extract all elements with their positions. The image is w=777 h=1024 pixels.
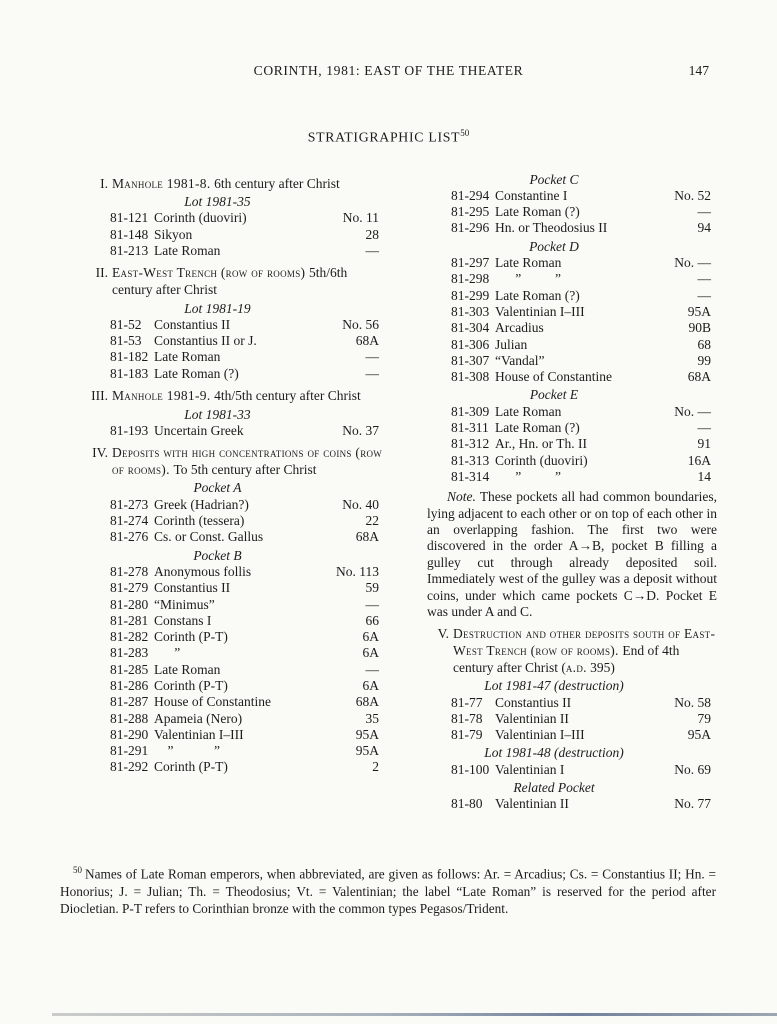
entry-desc: Constans I [154,612,212,628]
entry-desc: “Vandal” [495,352,545,368]
entry-no: No. 58 [674,694,711,710]
entry-no: No. — [674,403,711,419]
entry-id: 81-100 [451,761,490,777]
entry-row [86,645,385,661]
entry-no: 95A [687,303,711,319]
footnote [60,862,716,917]
entry-desc: Late Roman [495,255,562,271]
section-heading [86,445,385,478]
entry-id: 81-309 [451,403,490,419]
entry-desc: ” [154,645,181,661]
entry-row [427,271,717,287]
entry-no: No. 52 [674,187,711,203]
entry-id: 81-294 [451,187,490,203]
footnote-text: Names of Late Roman emperors, when abbreviated, are given as follows: Ar. = Arcadius; Cs. = Constantius II; Hn. = Honorius; J. = Julian; Th. = Theodosius; Vt. = Valentinian; the label “Late Roman” is reserved for the period after Diocletian. P-T refers to Corinthian bronze with the common types Pegasos/Trident. [60,866,716,916]
entry-row [86,349,385,365]
entry-row [427,288,717,304]
entry-no: — [697,271,711,287]
section-heading-text: End of 4th century after Christ ( [453,643,680,675]
entry-no: 68A [355,694,379,710]
entry-row [427,337,717,353]
entry-no: 59 [365,580,379,596]
entry-row [427,255,717,271]
entry-id: 81-79 [451,727,483,743]
entry-no: 68 [697,336,711,352]
article-title: STRATIGRAPHIC LIST [307,129,461,145]
entry-desc: Corinth (P-T) [154,759,228,775]
section-heading [86,265,385,298]
entry-id: 81-278 [110,563,149,579]
entry-id: 81-53 [110,333,142,349]
entry-no: 14 [697,468,711,484]
note-lead: Note. [447,489,476,505]
running-header-title: CORINTH, 1981: EAST OF THE THEATER [253,63,524,78]
entry-no: No. 11 [342,210,379,226]
entry-row [86,529,385,545]
entry-row [86,243,385,259]
entry-id: 81-308 [451,369,490,385]
section-heading-text: 395) [586,659,615,675]
entry-no: — [365,349,379,365]
entry-no: 90B [688,320,711,336]
entry-desc: House of Constantine [495,369,612,385]
entry-id: 81-290 [110,726,149,742]
entry-desc: Julian [495,336,528,352]
entry-no: No. — [674,255,711,271]
entry-desc: Valentinian I [495,761,565,777]
entry-id: 81-281 [110,612,149,628]
entry-id: 81-280 [110,596,149,612]
section-heading-text: Destruction and other deposits south of East-West Trench (row of rooms). [453,626,716,659]
entry-id: 81-287 [110,694,149,710]
entry-desc: ” ” [495,271,561,287]
entry-id: 81-306 [451,336,490,352]
entry-desc: Valentinian I–III [154,726,244,742]
entry-no: 28 [365,226,379,242]
entry-row [427,204,717,220]
entry-no: 6A [362,677,379,693]
article-title-line [0,125,777,146]
entry-no: 35 [365,710,379,726]
entry-desc: Late Roman [154,349,221,365]
entry-row [427,695,717,711]
entry-no: 6A [362,629,379,645]
entry-no: — [365,365,379,381]
entry-row [427,711,717,727]
section-numeral: V. [437,626,449,642]
entry-row [86,497,385,513]
section-heading-text: 4th/5th century after Christ [214,388,361,404]
section-heading [427,626,717,676]
entry-row [427,188,717,204]
entry-id: 81-273 [110,496,149,512]
entry-id: 81-80 [451,796,483,812]
entry-no: — [365,661,379,677]
entry-id: 81-295 [451,204,490,220]
note-text: These pockets all had common boundaries, lying adjacent to each other or on top of each other in an overlapping fashion. The first two were discovered in the order A→B, pocket B filling a gulley cut through already deposited soil. Immediately west of the gulley was a deposit without coins, under which came pockets C→D. Pocket E was under A and C. [427,489,717,620]
entry-desc: Late Roman (?) [495,420,580,436]
section-numeral: III. [91,388,108,404]
entry-row [86,727,385,743]
entry-row [86,711,385,727]
entry-desc: Corinth (P-T) [154,629,228,645]
entry-row [86,694,385,710]
entry-id: 81-312 [451,436,490,452]
entry-id: 81-78 [451,710,483,726]
entry-id: 81-282 [110,629,149,645]
entry-row [86,629,385,645]
entry-no: No. 77 [674,796,711,812]
entry-desc: House of Constantine [154,694,271,710]
entry-row [86,227,385,243]
entry-row [86,210,385,226]
entry-id: 81-148 [110,226,149,242]
entry-row [86,333,385,349]
entry-id: 81-307 [451,352,490,368]
section-numeral: I. [100,175,108,191]
entry-row [427,304,717,320]
entry-id: 81-304 [451,320,490,336]
title-footnote-ref: 50 [460,128,470,138]
entry-no: No. 69 [674,761,711,777]
section-numeral: II. [95,265,108,281]
note-paragraph [427,489,717,620]
entry-row [86,423,385,439]
entry-id: 81-298 [451,271,490,287]
entry-id: 81-283 [110,645,149,661]
page-number: 147 [688,63,709,78]
entry-desc: Corinth (duoviri) [495,452,588,468]
entry-id: 81-193 [110,422,149,438]
entry-desc: Apameia (Nero) [154,710,243,726]
lot-label: Pocket D [529,238,579,254]
entry-id: 81-213 [110,243,149,259]
entry-row [427,796,717,812]
entry-desc: Corinth (duoviri) [154,210,247,226]
entry-id: 81-313 [451,452,490,468]
lot-label: Lot 1981-19 [184,300,251,316]
section-heading-text: 6th century after Christ [214,175,340,191]
section-heading-text: a.d. [565,659,587,675]
entry-desc: Valentinian II [495,796,569,812]
entry-id: 81-77 [451,694,483,710]
entry-row [86,613,385,629]
entry-desc: Late Roman [154,243,221,259]
entry-no: 94 [697,220,711,236]
entry-row [427,762,717,778]
entry-no: — [365,596,379,612]
entry-desc: Late Roman [154,661,221,677]
entry-desc: Valentinian I–III [495,303,585,319]
entry-desc: Greek (Hadrian?) [154,496,249,512]
entry-desc: Constantius II [154,316,231,332]
lot-label: Lot 1981-33 [184,406,251,422]
entry-id: 81-183 [110,365,149,381]
entry-desc: Constantius II [495,694,572,710]
entry-row [86,678,385,694]
entry-row [86,759,385,775]
entry-desc: Constantius II or J. [154,333,257,349]
entry-no: No. 40 [342,496,379,512]
footnote-ref: 50 [73,865,82,875]
section-heading-text: Manhole 1981-9. [112,388,215,404]
entry-no: No. 56 [342,316,379,332]
entry-id: 81-52 [110,316,142,332]
entry-desc: “Minimus” [154,596,215,612]
scan-artifact-line [52,1013,777,1016]
entry-row [86,597,385,613]
entry-row [427,420,717,436]
entry-desc: Valentinian I–III [495,727,585,743]
entry-id: 81-311 [451,420,489,436]
entry-id: 81-274 [110,513,149,529]
lot-label: Related Pocket [513,780,595,796]
entry-no: 22 [365,513,379,529]
entry-id: 81-297 [451,255,490,271]
entry-id: 81-286 [110,677,149,693]
entry-no: 99 [697,352,711,368]
entry-no: 95A [355,743,379,759]
lot-label: Pocket E [529,387,579,403]
entry-row [86,513,385,529]
entry-id: 81-182 [110,349,149,365]
entry-no: 68A [355,529,379,545]
entry-no: 95A [355,726,379,742]
entry-desc: Late Roman (?) [154,365,239,381]
entry-no: 68A [687,369,711,385]
entry-no: 66 [365,612,379,628]
entry-desc: Corinth (tessera) [154,513,245,529]
content-columns [86,170,717,813]
entry-row [427,320,717,336]
column-right [427,170,717,813]
entry-id: 81-292 [110,759,149,775]
entry-desc: Ar., Hn. or Th. II [495,436,587,452]
section-heading [86,388,385,405]
entry-row [427,220,717,236]
entry-id: 81-299 [451,287,490,303]
lot-label: Pocket A [193,480,242,496]
section-numeral: IV. [92,445,108,461]
section-heading-text: To 5th century after Christ [173,461,317,477]
entry-row [427,453,717,469]
entry-no: 68A [355,333,379,349]
entry-no: No. 113 [336,563,379,579]
entry-id: 81-276 [110,529,149,545]
entry-no: — [697,420,711,436]
lot-label: Lot 1981-35 [184,194,251,210]
entry-row [427,353,717,369]
entry-desc: Late Roman (?) [495,287,580,303]
entry-desc: Anonymous follis [154,563,252,579]
entry-row [427,727,717,743]
entry-row [427,436,717,452]
section-heading-text: East-West Trench (row of rooms) [112,265,309,281]
entry-desc: ” ” [495,468,561,484]
entry-desc: ” ” [154,743,220,759]
entry-desc: Late Roman [495,403,562,419]
entry-no: 6A [362,645,379,661]
entry-id: 81-288 [110,710,149,726]
entry-id: 81-291 [110,743,149,759]
entry-id: 81-121 [110,210,149,226]
entry-id: 81-279 [110,580,149,596]
section-heading [86,176,385,193]
entry-row [86,580,385,596]
lot-label: Lot 1981-47 (destruction) [484,678,624,694]
section-heading-text: Deposits with high concentrations of coins (row of rooms). [112,445,383,477]
section-heading-text: 5th/6th century after Christ [112,265,348,297]
entry-no: — [697,287,711,303]
entry-desc: Cs. or Const. Gallus [154,529,264,545]
entry-desc: Arcadius [495,320,544,336]
entry-row [86,743,385,759]
entry-row [86,662,385,678]
running-header [66,62,711,79]
entry-desc: Sikyon [154,226,193,242]
entry-row [86,317,385,333]
entry-no: — [365,243,379,259]
entry-row [427,469,717,485]
entry-desc: Constantine I [495,187,568,203]
entry-desc: Hn. or Theodosius II [495,220,608,236]
entry-row [427,369,717,385]
entry-row [427,404,717,420]
entry-no: 95A [687,727,711,743]
entry-desc: Uncertain Greek [154,422,244,438]
entry-desc: Late Roman (?) [495,204,580,220]
column-left [86,170,385,813]
entry-id: 81-314 [451,468,490,484]
entry-id: 81-285 [110,661,149,677]
entry-id: 81-303 [451,303,490,319]
entry-row [86,564,385,580]
entry-desc: Valentinian II [495,710,569,726]
entry-no: 79 [697,710,711,726]
entry-row [86,366,385,382]
lot-label: Pocket C [529,171,579,187]
section-heading-text: Manhole 1981-8. [112,175,215,191]
lot-label: Pocket B [193,547,242,563]
entry-no: 2 [372,759,379,775]
entry-no: 16A [687,452,711,468]
entry-desc: Constantius II [154,580,231,596]
lot-label: Lot 1981-48 (destruction) [484,745,624,761]
entry-no: 91 [697,436,711,452]
entry-desc: Corinth (P-T) [154,677,228,693]
entry-no: No. 37 [342,422,379,438]
entry-id: 81-296 [451,220,490,236]
entry-no: — [697,204,711,220]
